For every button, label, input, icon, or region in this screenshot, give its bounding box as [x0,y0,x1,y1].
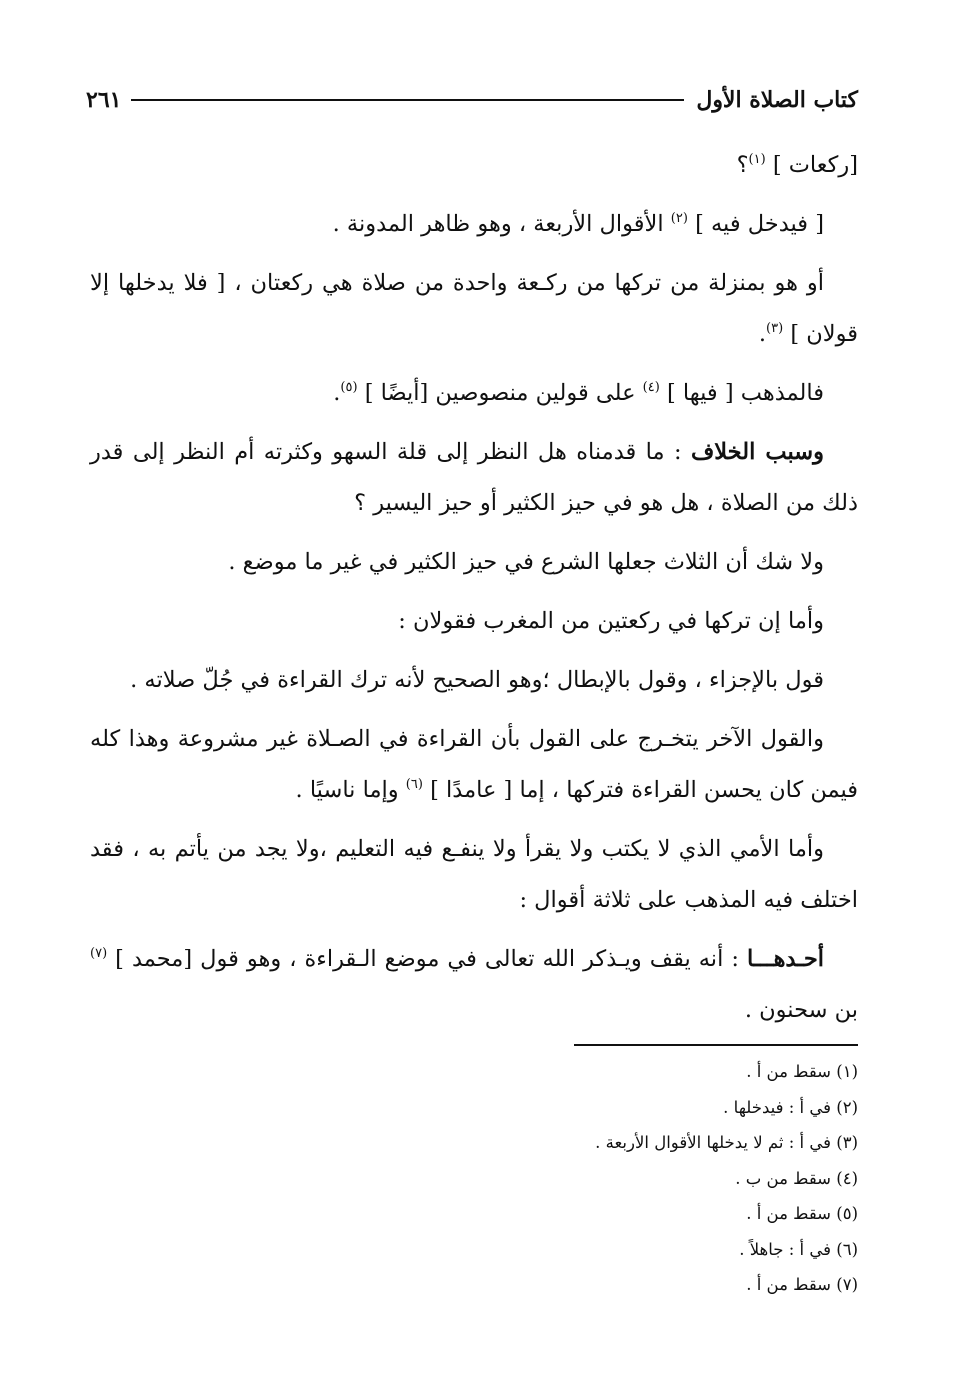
footnote-ref: (٧) [90,946,108,961]
page-number: ٢٦١ [86,87,122,113]
paragraph-text: [ركعات ] [772,152,858,178]
paragraph-text: الأقوال الأربعة ، وهو ظاهر المدونة . [332,211,664,237]
header-rule [131,99,684,101]
footnote-item: (٣) في أ : ثم لا يدخلها الأقوال الأربعة . [595,1133,858,1152]
paragraph-4 [90,368,858,419]
paragraph-1 [90,140,858,191]
paragraph-text: على قولين منصوصين [أيضًا ] [364,380,636,406]
paragraph-text: وإما ناسيًا . [295,777,399,803]
footnote-ref: (٤) [642,380,660,395]
footnote-item: (٢) في أ : فيدخلها . [723,1097,858,1117]
paragraph-text: : ما قدمناه هل النظر إلى قلة السهو وكثرته أم النظر إلى قدر ذلك من الصلاة ، هل هو في حيز الكثير أو حيز اليسير ؟ [90,439,858,516]
book-title: كتاب الصلاة الأول [696,87,858,113]
paragraph-8 [90,655,858,706]
paragraph-9 [90,714,858,816]
paragraph-7 [90,596,858,647]
paragraph-text: وأما إن تركها في ركعتين من المغرب فقولان : [398,608,824,634]
paragraph-2 [90,199,858,250]
footnote-item: (٤) سقط من ب . [735,1168,858,1188]
paragraph-6 [90,537,858,588]
footnote-ref: (١) [748,152,766,167]
footnote-item: (٦) في أ : جاهلاً . [739,1239,858,1259]
paragraph-text: بن سحنون . [744,997,858,1023]
footnote-separator [574,1044,858,1046]
paragraph-text: ؟ [736,152,749,178]
footnote-ref: (٢) [670,211,688,226]
main-text [90,140,858,1044]
paragraph-text: فالمذهب [ فيها ] [666,380,824,406]
paragraph-text: . [333,380,341,406]
paragraph-lead: وسبب الخلاف [690,439,824,465]
paragraph-text: أو هو بمنزلة من تركها من ركـعة واحدة من صلاة هي ركعتان ، [ فلا يدخلها إلا قولان ] [90,270,858,347]
paragraph-10 [90,824,858,926]
paragraph-text: [ فيدخل فيه ] [695,211,824,237]
paragraph-text: : أنه يقف ويـذكر الله تعالى في موضع الـقراءة ، وهو قول [محمد ] [115,946,739,972]
footnote-ref: (٣) [766,321,784,336]
paragraph-text: . [758,321,767,347]
paragraph-text: والقول الآخر يتخـرج على القول بأن القراءة في الصـلاة غير مشروعة وهذا كله فيمن كان يحسن القراءة فتركها ، إما [ عامدًا ] [90,726,858,803]
paragraph-3 [90,258,858,360]
footnote-item: (٧) سقط من أ . [746,1275,858,1294]
paragraph-text: ولا شك أن الثلاث جعلها الشرع في حيز الكثير في غير ما موضع . [228,549,824,575]
paragraph-lead: أحـدهـــا [746,946,824,972]
paragraph-text: قول بالإجزاء ، وقول بالإبطال ؛وهو الصحيح لأنه ترك القراءة في جُلّ صلاته . [130,667,824,693]
footnote-item: (٥) سقط من أ . [746,1204,858,1223]
footnote-ref: (٥) [340,380,358,395]
footnote-item: (١) سقط من أ . [746,1062,858,1081]
paragraph-11 [90,934,858,1036]
footnote-ref: (٦) [405,777,423,792]
paragraph-5 [90,427,858,529]
running-header [86,80,858,120]
footnotes [400,1054,858,1303]
paragraph-text: وأما الأمي الذي لا يكتب ولا يقرأ ولا ينفـع فيه التعليم ،ولا يجد من يأتم به ، فقد اختلف فيه المذهب على ثلاثة أقوال : [90,836,858,913]
